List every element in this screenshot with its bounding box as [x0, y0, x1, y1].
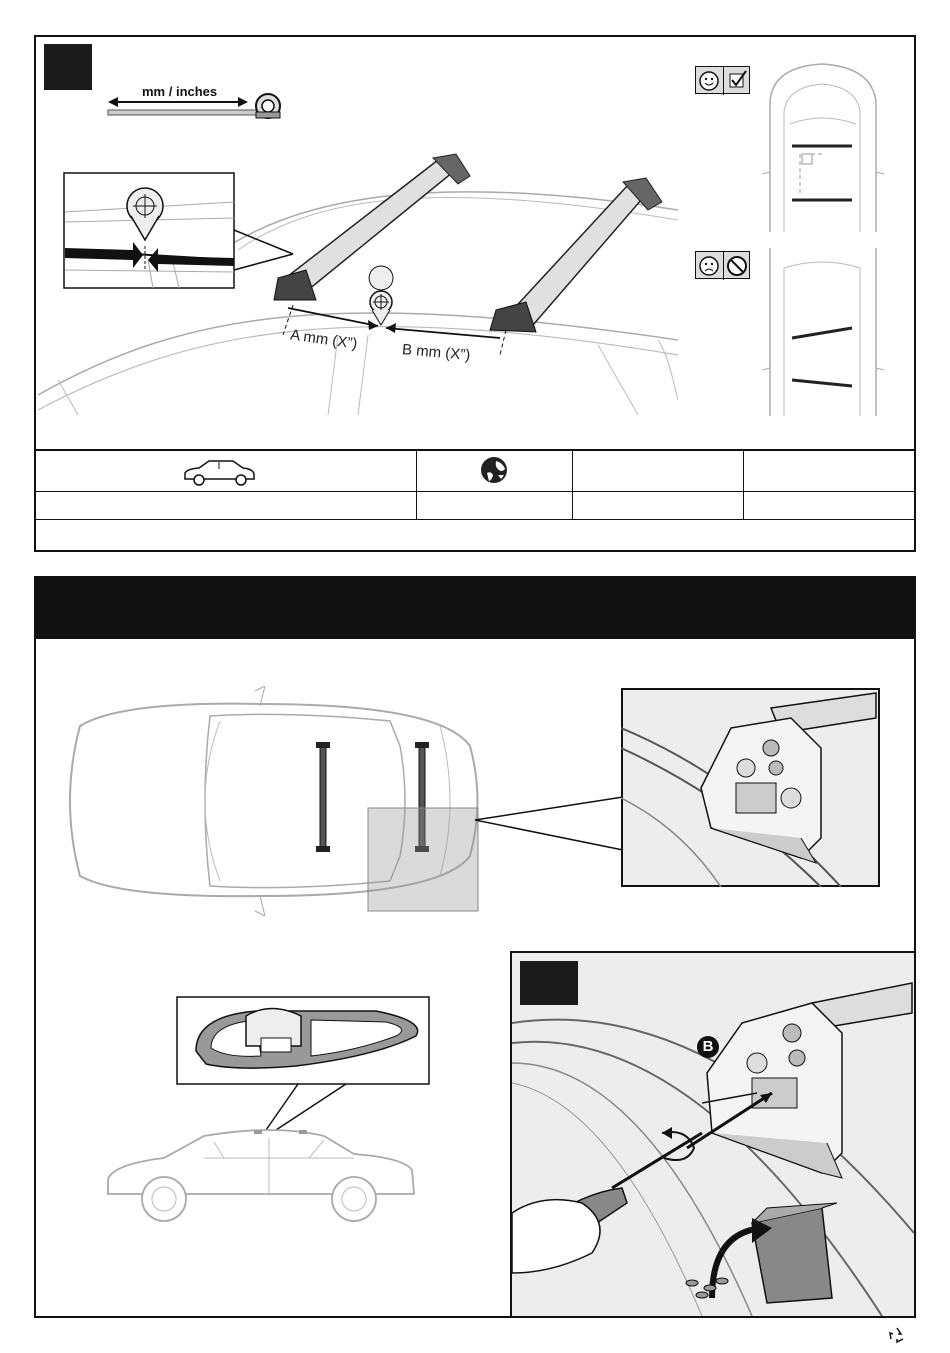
step-number-box	[44, 44, 92, 90]
recycle-icon	[888, 1326, 906, 1344]
step2-number-box	[520, 961, 578, 1005]
frown-prohibited-icon	[695, 251, 750, 279]
table-cell-r1c3	[573, 492, 744, 519]
table-header-vehicle	[36, 451, 417, 491]
vehicle-fit-table	[36, 449, 914, 550]
zoom-connector-lines	[475, 795, 625, 865]
dimension-a-label: A mm (X”)	[289, 326, 359, 353]
table-cell-r2	[36, 520, 914, 550]
table-header-region	[417, 451, 573, 491]
bottom-panel-header	[36, 578, 914, 639]
measurement-zoom-inset	[63, 172, 303, 292]
measuring-tape-icon	[104, 88, 284, 124]
dimension-b-label: B mm (X”)	[401, 341, 471, 364]
bar-profile-section-inset	[176, 996, 430, 1136]
callout-b-badge	[697, 1036, 719, 1058]
foot-detail-inset	[621, 688, 880, 887]
table-cell-r1c1	[36, 492, 417, 519]
table-header-col4	[744, 451, 914, 491]
measuring-tape-label: mm / inches	[142, 84, 218, 99]
install-screw-illustration	[512, 953, 914, 1316]
table-cell-r1c4	[744, 492, 914, 519]
car-top-view-correct	[762, 62, 884, 232]
car-icon	[181, 457, 257, 487]
globe-icon	[479, 455, 509, 485]
table-cell-r1c2	[417, 492, 573, 519]
car-side-view	[104, 1124, 418, 1232]
car-top-view-with-bars	[60, 686, 480, 916]
smiley-check-icon	[695, 66, 750, 94]
callout-b-letter: B	[702, 1038, 714, 1055]
car-top-view-incorrect	[762, 248, 884, 416]
table-header-col3	[573, 451, 744, 491]
